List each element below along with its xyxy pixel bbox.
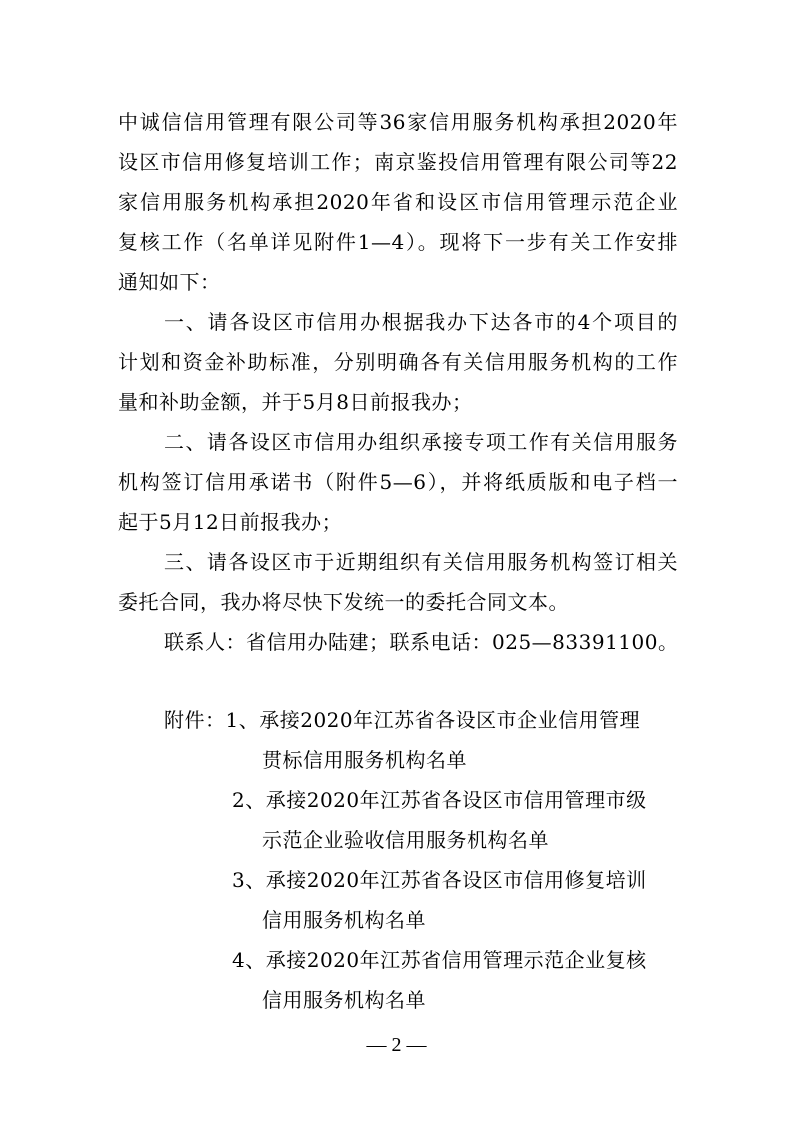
page-number: — 2 — [366,1034,427,1056]
contact-info: 联系人：省信用办陆建；联系电话：025—83391100。 [164,630,679,654]
attachment-number: 2、 [232,788,266,812]
item-two-line: 二、请各设区市信用办组织承接专项工作有关信用服务 [164,430,678,454]
paragraph-line: 复核工作（名单详见附件1—4）。现将下一步有关工作安排 [118,230,678,254]
paragraph-line: 中诚信信用管理有限公司等36家信用服务机构承担2020年 [118,110,678,134]
item-three-line: 三、请各设区市于近期组织有关信用服务机构签订相关 [164,550,678,574]
attachment-title-continued: 信用服务机构名单 [262,988,426,1012]
paragraph-line: 家信用服务机构承担2020年省和设区市信用管理示范企业 [118,190,678,214]
item-one-line: 计划和资金补助标准，分别明确各有关信用服务机构的工作 [118,350,678,374]
item-one-line: 一、请各设区市信用办根据我办下达各市的4个项目的 [164,310,678,334]
paragraph-line: 通知如下： [118,270,221,294]
paragraph-line: 设区市信用修复培训工作；南京鉴投信用管理有限公司等22 [118,150,678,174]
attachments-label: 附件： [164,708,226,732]
attachment-number: 1、 [225,708,260,732]
attachment-row-1 [164,700,684,740]
attachment-title-continued: 贯标信用服务机构名单 [262,748,467,772]
attachment-title: 承接2020年江苏省各设区市信用管理市级 [265,788,647,812]
attachment-number: 3、 [232,868,266,892]
item-two-line: 机构签订信用承诺书（附件5—6），并将纸质版和电子档一 [118,470,678,494]
attachment-title-continued: 信用服务机构名单 [262,908,426,932]
attachment-number: 4、 [232,948,266,972]
attachment-title: 承接2020年江苏省各设区市信用修复培训 [265,868,647,892]
attachment-row-2 [232,780,684,820]
attachment-row-3 [232,860,684,900]
item-three-line: 委托合同，我办将尽快下发统一的委托合同文本。 [118,590,569,614]
item-one-line: 量和补助金额，并于5月8日前报我办； [118,390,473,414]
item-two-line: 起于5月12日前报我办； [118,510,343,534]
attachment-row-4 [232,940,684,980]
attachment-title: 承接2020年江苏省信用管理示范企业复核 [265,948,647,972]
attachment-title: 承接2020年江苏省各设区市企业信用管理 [259,708,641,732]
attachment-title-continued: 示范企业验收信用服务机构名单 [262,828,549,852]
